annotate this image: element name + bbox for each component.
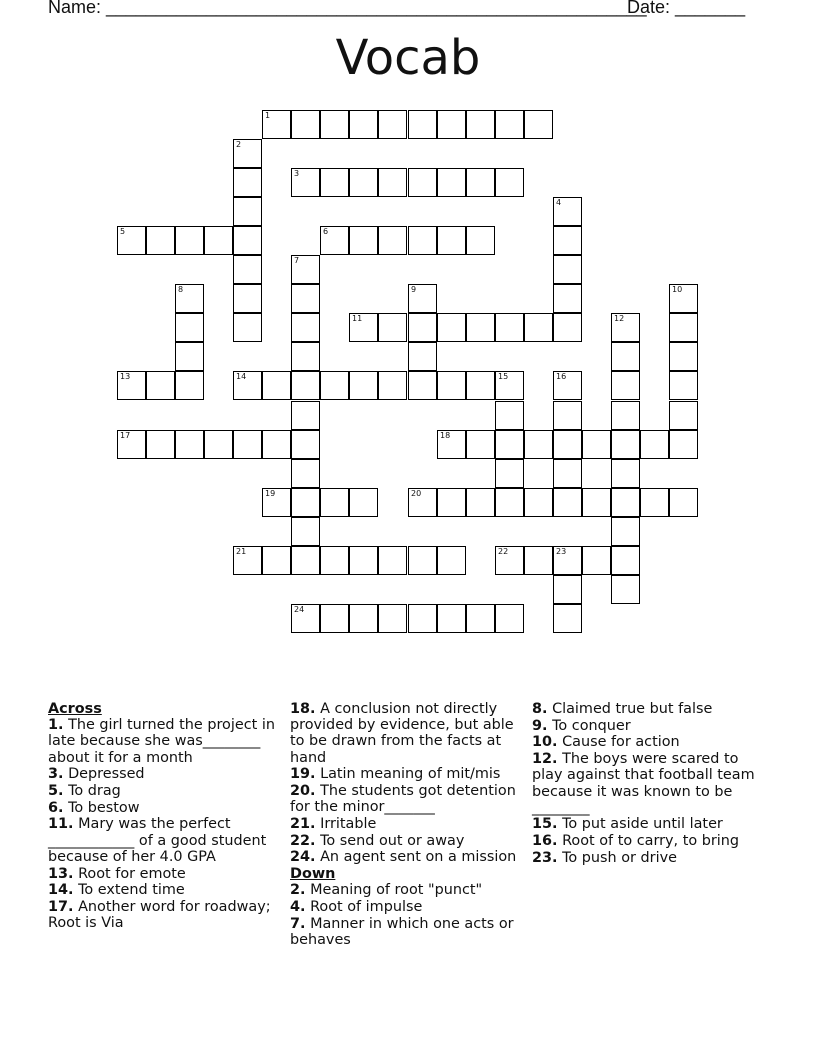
clue-item-text: The students got detention for the minor_______ bbox=[290, 783, 516, 816]
crossword-cell[interactable] bbox=[611, 401, 640, 430]
crossword-cell[interactable] bbox=[233, 226, 262, 255]
crossword-cell[interactable] bbox=[349, 371, 378, 400]
clues-column-2 bbox=[290, 701, 526, 949]
clue-item-number: 6. bbox=[48, 799, 64, 816]
crossword-cell[interactable] bbox=[291, 517, 320, 546]
clue-item-text: Meaning of root "punct" bbox=[310, 882, 483, 899]
crossword-cell[interactable] bbox=[320, 110, 349, 139]
clue-number: 18 bbox=[440, 431, 451, 440]
crossword-cell[interactable] bbox=[117, 226, 146, 255]
page-title: Vocab bbox=[335, 30, 481, 86]
crossword-cell[interactable] bbox=[117, 371, 146, 400]
crossword-cell[interactable] bbox=[408, 313, 437, 342]
clue-item bbox=[290, 783, 526, 815]
crossword-cell[interactable] bbox=[640, 488, 669, 517]
clue-item bbox=[48, 766, 280, 782]
crossword-cell[interactable] bbox=[611, 371, 640, 400]
crossword-cell[interactable] bbox=[437, 110, 466, 139]
clue-item-number: 18. bbox=[290, 701, 316, 717]
crossword-cell[interactable] bbox=[553, 255, 582, 284]
crossword-cell[interactable] bbox=[378, 371, 407, 400]
crossword-cell[interactable] bbox=[466, 226, 495, 255]
crossword-cell[interactable] bbox=[495, 110, 524, 139]
clue-number: 16 bbox=[556, 372, 567, 381]
clue-item-number: 11. bbox=[48, 816, 74, 833]
crossword-cell[interactable] bbox=[349, 313, 378, 342]
crossword-cell[interactable] bbox=[495, 168, 524, 197]
clue-item-text: Latin meaning of mit/mis bbox=[320, 766, 501, 783]
clue-item-number: 24. bbox=[290, 849, 316, 866]
crossword-cell[interactable] bbox=[233, 139, 262, 168]
crossword-cell[interactable] bbox=[204, 226, 233, 255]
clue-item bbox=[532, 701, 768, 717]
clues-column-3 bbox=[532, 701, 768, 867]
crossword-cell[interactable] bbox=[553, 197, 582, 226]
crossword-cell[interactable] bbox=[611, 313, 640, 342]
crossword-cell[interactable] bbox=[553, 430, 582, 459]
crossword-cell[interactable] bbox=[582, 488, 611, 517]
crossword-cell[interactable] bbox=[640, 430, 669, 459]
crossword-cell[interactable] bbox=[524, 430, 553, 459]
clue-item bbox=[290, 916, 526, 948]
crossword-cell[interactable] bbox=[378, 110, 407, 139]
crossword-cell[interactable] bbox=[291, 459, 320, 488]
crossword-cell[interactable] bbox=[320, 604, 349, 633]
crossword-cell[interactable] bbox=[466, 488, 495, 517]
clue-item-number: 17. bbox=[48, 898, 74, 915]
clue-number: 22 bbox=[498, 547, 509, 556]
crossword-cell[interactable] bbox=[408, 546, 437, 575]
clue-item-text: The boys were scared to play against that football team because it was known to be ________ bbox=[532, 751, 755, 816]
crossword-cell[interactable] bbox=[669, 401, 698, 430]
clue-number: 24 bbox=[294, 605, 305, 614]
crossword-cell[interactable] bbox=[611, 546, 640, 575]
clue-item-text: An agent sent on a mission bbox=[320, 849, 517, 866]
clue-item-text: The girl turned the project in late because she was________ about it for a month bbox=[48, 717, 275, 766]
crossword-cell[interactable] bbox=[291, 604, 320, 633]
clue-item-number: 1. bbox=[48, 717, 64, 734]
across-heading: Across bbox=[48, 701, 102, 717]
crossword-cell[interactable] bbox=[233, 168, 262, 197]
crossword-cell[interactable] bbox=[320, 546, 349, 575]
crossword-cell[interactable] bbox=[262, 371, 291, 400]
crossword-cell[interactable] bbox=[320, 226, 349, 255]
crossword-cell[interactable] bbox=[466, 604, 495, 633]
clue-item bbox=[532, 734, 768, 750]
clue-number: 20 bbox=[411, 489, 422, 498]
crossword-cell[interactable] bbox=[349, 110, 378, 139]
clue-number: 3 bbox=[294, 169, 300, 178]
clue-item bbox=[532, 850, 768, 866]
crossword-cell[interactable] bbox=[582, 546, 611, 575]
crossword-cell[interactable] bbox=[378, 546, 407, 575]
clue-item-number: 2. bbox=[290, 882, 306, 899]
crossword-cell[interactable] bbox=[349, 226, 378, 255]
crossword-cell[interactable] bbox=[146, 430, 175, 459]
crossword-cell[interactable] bbox=[349, 488, 378, 517]
crossword-cell[interactable] bbox=[553, 575, 582, 604]
clue-item bbox=[48, 717, 280, 766]
clue-number: 23 bbox=[556, 547, 567, 556]
crossword-cell[interactable] bbox=[291, 430, 320, 459]
clue-item-text: Irritable bbox=[320, 815, 377, 832]
crossword-cell[interactable] bbox=[582, 430, 611, 459]
clue-item-text: To push or drive bbox=[562, 849, 677, 866]
clue-item-text: A conclusion not directly provided by evidence, but able to be drawn from the facts at hand bbox=[290, 701, 514, 766]
clue-item-text: Root of impulse bbox=[310, 898, 423, 915]
across-clue-list bbox=[48, 717, 280, 931]
crossword-cell[interactable] bbox=[262, 488, 291, 517]
crossword-cell[interactable] bbox=[291, 255, 320, 284]
crossword-cell[interactable] bbox=[291, 313, 320, 342]
crossword-cell[interactable] bbox=[146, 226, 175, 255]
crossword-cell[interactable] bbox=[466, 110, 495, 139]
crossword-cell[interactable] bbox=[437, 488, 466, 517]
crossword-cell[interactable] bbox=[495, 459, 524, 488]
crossword-cell[interactable] bbox=[146, 371, 175, 400]
crossword-cell[interactable] bbox=[611, 488, 640, 517]
crossword-cell[interactable] bbox=[291, 546, 320, 575]
crossword-cell[interactable] bbox=[669, 488, 698, 517]
clue-item bbox=[48, 800, 280, 816]
crossword-cell[interactable] bbox=[408, 226, 437, 255]
crossword-cell[interactable] bbox=[408, 371, 437, 400]
clue-item-number: 16. bbox=[532, 833, 558, 850]
clue-item bbox=[48, 899, 280, 931]
crossword-cell[interactable] bbox=[611, 430, 640, 459]
crossword-cell[interactable] bbox=[117, 430, 146, 459]
crossword-cell[interactable] bbox=[378, 168, 407, 197]
clue-item bbox=[290, 766, 526, 782]
clue-item-number: 13. bbox=[48, 865, 74, 882]
clue-item-text: Root of to carry, to bring bbox=[562, 833, 740, 850]
clue-item-text: To put aside until later bbox=[562, 816, 723, 833]
crossword-cell[interactable] bbox=[408, 604, 437, 633]
crossword-cell[interactable] bbox=[495, 430, 524, 459]
crossword-cell[interactable] bbox=[175, 371, 204, 400]
clue-item-number: 22. bbox=[290, 832, 316, 849]
crossword-cell[interactable] bbox=[466, 168, 495, 197]
clue-item bbox=[532, 816, 768, 832]
clue-number: 12 bbox=[614, 314, 625, 323]
crossword-cell[interactable] bbox=[291, 371, 320, 400]
clue-item-number: 10. bbox=[532, 734, 558, 751]
crossword-cell[interactable] bbox=[233, 284, 262, 313]
down-heading: Down bbox=[290, 866, 336, 883]
crossword-cell[interactable] bbox=[553, 284, 582, 313]
crossword-cell[interactable] bbox=[437, 313, 466, 342]
crossword-cell[interactable] bbox=[437, 604, 466, 633]
clue-number: 9 bbox=[411, 285, 417, 294]
clue-item bbox=[290, 701, 526, 766]
clue-item-number: 8. bbox=[532, 701, 548, 717]
crossword-cell[interactable] bbox=[320, 168, 349, 197]
clue-number: 4 bbox=[556, 198, 562, 207]
crossword-cell[interactable] bbox=[495, 488, 524, 517]
crossword-cell[interactable] bbox=[669, 284, 698, 313]
clue-number: 7 bbox=[294, 256, 300, 265]
crossword-cell[interactable] bbox=[262, 546, 291, 575]
crossword-cell[interactable] bbox=[291, 168, 320, 197]
crossword-cell[interactable] bbox=[669, 342, 698, 371]
down-clue-list-continued bbox=[532, 701, 768, 866]
crossword-cell[interactable] bbox=[553, 604, 582, 633]
clue-item-text: To extend time bbox=[78, 882, 185, 899]
clue-item bbox=[48, 816, 280, 865]
crossword-cell[interactable] bbox=[437, 371, 466, 400]
crossword-cell[interactable] bbox=[349, 546, 378, 575]
crossword-cell[interactable] bbox=[291, 342, 320, 371]
crossword-cell[interactable] bbox=[553, 313, 582, 342]
clue-number: 8 bbox=[178, 285, 184, 294]
crossword-cell[interactable] bbox=[437, 168, 466, 197]
clue-item-text: Root for emote bbox=[78, 865, 186, 882]
clue-number: 15 bbox=[498, 372, 509, 381]
crossword-cell[interactable] bbox=[175, 342, 204, 371]
clue-item-text: To send out or away bbox=[320, 832, 465, 849]
clue-item-text: To conquer bbox=[552, 717, 631, 734]
crossword-cell[interactable] bbox=[378, 604, 407, 633]
clue-item-text: To bestow bbox=[68, 799, 140, 816]
clue-item bbox=[290, 816, 526, 832]
clue-number: 5 bbox=[120, 227, 126, 236]
crossword-cell[interactable] bbox=[175, 313, 204, 342]
crossword-cell[interactable] bbox=[378, 313, 407, 342]
clue-item-number: 15. bbox=[532, 816, 558, 833]
clue-item bbox=[532, 751, 768, 816]
clue-item-number: 21. bbox=[290, 815, 316, 832]
clue-item-number: 7. bbox=[290, 915, 306, 932]
clue-number: 14 bbox=[236, 372, 247, 381]
clue-item bbox=[48, 866, 280, 882]
crossword-cell[interactable] bbox=[553, 488, 582, 517]
crossword-cell[interactable] bbox=[175, 430, 204, 459]
crossword-cell[interactable] bbox=[291, 284, 320, 313]
clue-item bbox=[290, 899, 526, 915]
date-field-label: Date: _______ bbox=[627, 0, 746, 17]
clue-item-number: 23. bbox=[532, 849, 558, 866]
crossword-cell[interactable] bbox=[378, 226, 407, 255]
crossword-cell[interactable] bbox=[466, 371, 495, 400]
crossword-cell[interactable] bbox=[495, 313, 524, 342]
clue-item bbox=[532, 833, 768, 849]
clue-item bbox=[290, 849, 526, 865]
clue-item-number: 14. bbox=[48, 882, 74, 899]
clue-number: 13 bbox=[120, 372, 131, 381]
crossword-cell[interactable] bbox=[175, 226, 204, 255]
crossword-cell[interactable] bbox=[175, 284, 204, 313]
clue-number: 1 bbox=[265, 111, 271, 120]
crossword-cell[interactable] bbox=[233, 546, 262, 575]
crossword-cell[interactable] bbox=[553, 226, 582, 255]
crossword-cell[interactable] bbox=[233, 430, 262, 459]
crossword-cell[interactable] bbox=[233, 197, 262, 226]
clues-column-1 bbox=[48, 701, 280, 932]
clue-item-number: 4. bbox=[290, 898, 306, 915]
crossword-cell[interactable] bbox=[291, 401, 320, 430]
clue-item-text: Claimed true but false bbox=[552, 701, 713, 717]
crossword-cell[interactable] bbox=[524, 110, 553, 139]
crossword-cell[interactable] bbox=[233, 313, 262, 342]
clue-number: 19 bbox=[265, 489, 276, 498]
crossword-cell[interactable] bbox=[553, 371, 582, 400]
crossword-cell[interactable] bbox=[495, 371, 524, 400]
clue-item-text: Another word for roadway; Root is Via bbox=[48, 898, 271, 932]
crossword-cell[interactable] bbox=[408, 168, 437, 197]
clue-item-number: 20. bbox=[290, 783, 316, 800]
crossword-cell[interactable] bbox=[524, 546, 553, 575]
clue-number: 21 bbox=[236, 547, 247, 556]
clue-number: 17 bbox=[120, 431, 131, 440]
crossword-cell[interactable] bbox=[349, 168, 378, 197]
clue-item bbox=[48, 882, 280, 898]
crossword-cell[interactable] bbox=[408, 488, 437, 517]
crossword-cell[interactable] bbox=[437, 546, 466, 575]
clue-item-number: 9. bbox=[532, 717, 548, 734]
clue-item-number: 3. bbox=[48, 766, 64, 783]
clue-number: 10 bbox=[672, 285, 683, 294]
crossword-cell[interactable] bbox=[320, 371, 349, 400]
clue-item-text: To drag bbox=[68, 783, 121, 800]
clue-number: 6 bbox=[323, 227, 329, 236]
crossword-cell[interactable] bbox=[495, 546, 524, 575]
clue-item-number: 19. bbox=[290, 766, 316, 783]
crossword-cell[interactable] bbox=[291, 488, 320, 517]
crossword-cell[interactable] bbox=[204, 430, 233, 459]
crossword-cell[interactable] bbox=[262, 110, 291, 139]
down-clue-list bbox=[290, 882, 526, 948]
crossword-cell[interactable] bbox=[408, 284, 437, 313]
crossword-cell[interactable] bbox=[466, 430, 495, 459]
crossword-cell[interactable] bbox=[611, 342, 640, 371]
clue-item bbox=[48, 783, 280, 799]
clue-item-text: Mary was the perfect ____________ of a good student because of her 4.0 GPA bbox=[48, 816, 267, 865]
crossword-cell[interactable] bbox=[437, 226, 466, 255]
crossword-cell[interactable] bbox=[320, 488, 349, 517]
crossword-cell[interactable] bbox=[669, 313, 698, 342]
crossword-cell[interactable] bbox=[669, 430, 698, 459]
clue-item-number: 5. bbox=[48, 783, 64, 800]
crossword-cell[interactable] bbox=[408, 342, 437, 371]
clue-item-number: 12. bbox=[532, 751, 558, 768]
crossword-cell[interactable] bbox=[611, 575, 640, 604]
crossword-cell[interactable] bbox=[524, 313, 553, 342]
clue-item bbox=[290, 882, 526, 898]
crossword-cell[interactable] bbox=[233, 255, 262, 284]
crossword-cell[interactable] bbox=[349, 604, 378, 633]
crossword-cell[interactable] bbox=[408, 110, 437, 139]
crossword-cell[interactable] bbox=[524, 488, 553, 517]
crossword-cell[interactable] bbox=[611, 517, 640, 546]
clue-item bbox=[532, 718, 768, 734]
clue-item-text: Cause for action bbox=[562, 734, 680, 751]
clue-item-text: Manner in which one acts or behaves bbox=[290, 915, 514, 948]
crossword-cell[interactable] bbox=[437, 430, 466, 459]
name-field-label: Name: ______________________________________________________ bbox=[48, 0, 647, 17]
crossword-cell[interactable] bbox=[553, 546, 582, 575]
crossword-cell[interactable] bbox=[466, 313, 495, 342]
crossword-cell[interactable] bbox=[291, 110, 320, 139]
clue-item-text: Depressed bbox=[68, 766, 145, 783]
crossword-cell[interactable] bbox=[233, 371, 262, 400]
crossword-cell[interactable] bbox=[262, 430, 291, 459]
crossword-cell[interactable] bbox=[553, 459, 582, 488]
clue-number: 2 bbox=[236, 140, 242, 149]
crossword-cell[interactable] bbox=[495, 401, 524, 430]
clue-number: 11 bbox=[352, 314, 363, 323]
clue-item bbox=[290, 833, 526, 849]
crossword-cell[interactable] bbox=[669, 371, 698, 400]
crossword-cell[interactable] bbox=[611, 459, 640, 488]
crossword-cell[interactable] bbox=[495, 604, 524, 633]
across-clue-list-continued bbox=[290, 701, 526, 866]
crossword-cell[interactable] bbox=[553, 401, 582, 430]
